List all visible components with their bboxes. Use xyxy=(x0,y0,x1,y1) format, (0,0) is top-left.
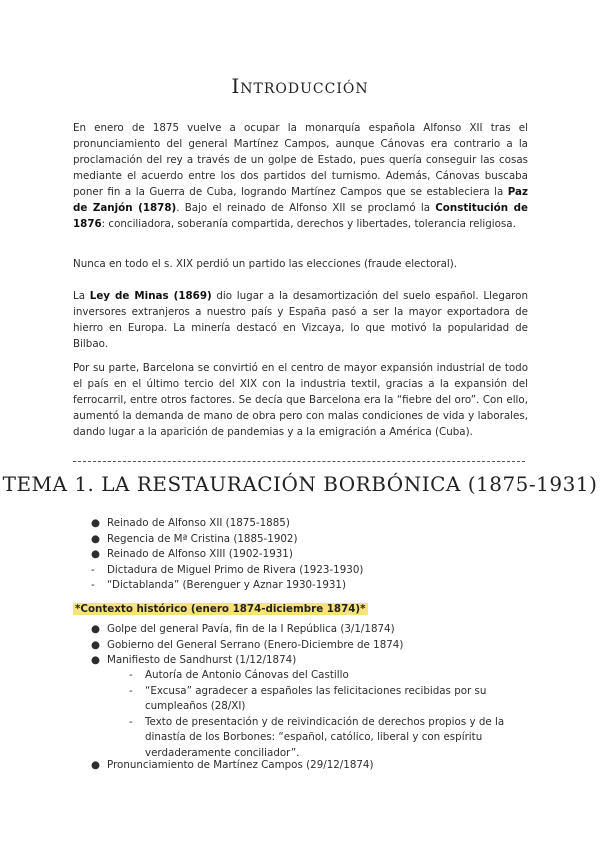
list-item xyxy=(91,547,527,563)
dash-mark: - xyxy=(91,563,95,576)
list-item xyxy=(91,638,527,654)
list-item-text: Reinado de Alfonso XII (1875-1885) xyxy=(107,517,290,529)
list-item xyxy=(129,668,527,684)
list-item-text: Texto de presentación y de reivindicación de derechos propios y de la dinastía de los Borbones: “español, católico, liberal y con espíritu verdaderamente conciliador”. xyxy=(145,715,505,759)
list-item-text: Reinado de Alfonso XIII (1902-1931) xyxy=(107,548,293,560)
intro-p1-text-d: : conciliadora, soberanía compartida, derechos y libertades, tolerancia religiosa. xyxy=(101,218,516,230)
bullet-mark: ● xyxy=(91,654,100,666)
context-list xyxy=(91,622,527,669)
intro-p3-bold-ley-minas: Ley de Minas (1869) xyxy=(89,290,212,302)
list-item xyxy=(91,532,527,548)
list-item-text: Dictadura de Miguel Primo de Rivera (1923-1930) xyxy=(107,563,364,576)
bullet-mark: ● xyxy=(91,623,100,635)
list-item xyxy=(129,715,527,762)
intro-p1-bold-zanjon: Paz de Zanjón (1878) xyxy=(73,186,528,214)
list-item-text: “Excusa” agradecer a españoles las felicitaciones recibidas por su cumpleaños (28/XI) xyxy=(145,684,487,712)
intro-p1-text-c: . Bajo el reinado de Alfonso XII se proclamó la xyxy=(176,202,436,214)
list-item-text: Regencia de Mª Cristina (1885-1902) xyxy=(107,532,298,545)
list-item-text: “Dictablanda” (Berenguer y Aznar 1930-1931) xyxy=(107,579,346,591)
intro-paragraph-4: Por su parte, Barcelona se convirtió en el centro de mayor expansión industrial de todo el país en el último tercio del XIX con la industria textil, gracias a la expansión del ferrocarril, entre otros factores. Se decía que Barcelona era la “fiebre del oro”. Con ello, aumentó la demanda de mano de obra pero con malas condiciones de vida y laborales, dando lugar a la aparición de pandemias y a la emigración a América (Cuba). xyxy=(73,362,528,438)
list-item-text: Pronunciamiento de Martínez Campos (29/12/1874) xyxy=(107,759,374,771)
context-list-end xyxy=(91,758,527,774)
intro-p3-text-c: dio lugar a la desamortización del suelo español. Llegaron inversores extranjeros a nuestro país y España pasó a ser la mayor exportadora de hierro en Europa. La minería destacó en Vizcaya, lo que motivó la popularidad de Bilbao. xyxy=(73,290,528,350)
manifesto-sublist xyxy=(129,668,527,761)
list-item xyxy=(91,758,527,774)
tema-title: TEMA 1. LA RESTAURACIÓN BORBÓNICA (1875-1931) xyxy=(2,472,598,496)
intro-paragraph-3 xyxy=(73,288,528,352)
intro-p3-text-a: La xyxy=(73,290,90,302)
page-title: Introducción xyxy=(231,74,369,98)
intro-p1-bold-constitucion: Constitución de 1876 xyxy=(73,202,528,230)
intro-p1-text-a: En enero de 1875 vuelve a ocupar la monarquía española Alfonso XII tras el pronunciamiento del general Martínez Campos, aunque Cánovas era contrario a la proclamación del rey a través de un golpe de Estado, pues quería conseguir las cosas mediante el acuerdo entre los dos partidos del turnismo. Además, Cánovas buscaba poner fin a la Guerra de Cuba, logrando Martínez Campos que se estableciera la xyxy=(73,122,528,198)
bullet-mark: ● xyxy=(91,638,100,651)
list-item xyxy=(91,653,527,669)
bullet-mark: ● xyxy=(91,532,100,545)
list-item xyxy=(91,622,527,638)
section-divider xyxy=(73,461,525,462)
intro-paragraph-1 xyxy=(73,120,528,232)
list-item-text: Manifiesto de Sandhurst (1/12/1874) xyxy=(107,654,297,666)
bullet-mark: ● xyxy=(91,548,100,560)
list-item xyxy=(91,516,527,532)
reigns-list xyxy=(91,516,527,594)
intro-paragraph-2: Nunca en todo el s. XIX perdió un partido las elecciones (fraude electoral). xyxy=(73,258,458,270)
list-item-text: Golpe del general Pavía, fin de la I República (3/1/1874) xyxy=(107,623,395,635)
dash-mark: - xyxy=(129,684,133,697)
dash-mark: - xyxy=(129,715,133,728)
bullet-mark: ● xyxy=(91,759,100,771)
dash-mark: - xyxy=(91,579,95,591)
dash-mark: - xyxy=(129,669,133,681)
list-item xyxy=(91,578,527,594)
list-item xyxy=(91,563,527,579)
list-item-text: Autoría de Antonio Cánovas del Castillo xyxy=(145,669,349,681)
bullet-mark: ● xyxy=(91,517,100,529)
list-item xyxy=(129,684,527,715)
context-heading: *Contexto histórico (enero 1874-diciembre 1874)* xyxy=(75,603,366,615)
list-item-text: Gobierno del General Serrano (Enero-Diciembre de 1874) xyxy=(107,638,404,651)
